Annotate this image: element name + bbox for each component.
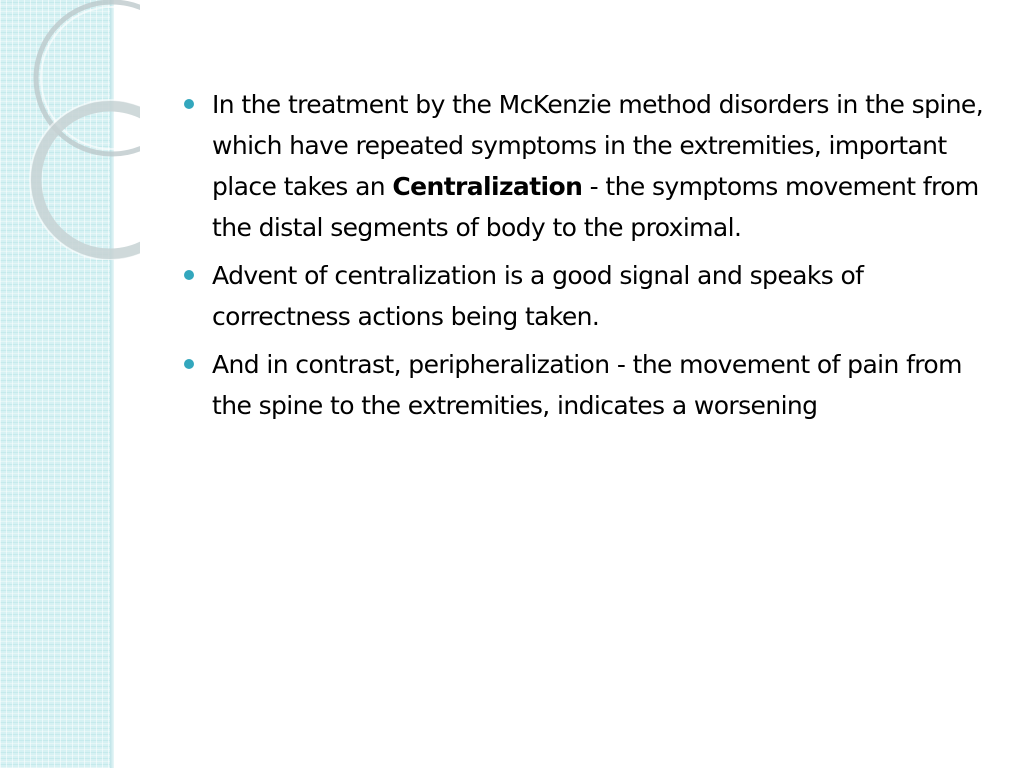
bullet-dot-icon	[184, 270, 194, 280]
bullet-text: And in contrast, peripheralization - the movement of pain from the spine to the extremities, indicates a worsening	[212, 350, 962, 420]
decorative-side-panel	[0, 0, 112, 768]
bullet-text-continued: - the symptoms movement from the distal segments of body to the proximal.	[212, 172, 979, 242]
bullet-item	[184, 255, 984, 337]
bullet-dot-icon	[184, 99, 194, 109]
side-panel-edge	[110, 0, 114, 768]
slide-body	[184, 84, 984, 433]
bullet-dot-icon	[184, 359, 194, 369]
bullet-text: Advent of centralization is a good signal and speaks of correctness actions being taken.	[212, 261, 864, 331]
bullet-emphasis: Centralization	[392, 172, 583, 201]
bullet-item	[184, 344, 984, 426]
bullet-text: In the treatment by the McKenzie method disorders in the spine, which have repeated symptoms in the extremities, important place takes an	[212, 90, 984, 201]
bullet-list	[184, 84, 984, 426]
bullet-item	[184, 84, 984, 248]
